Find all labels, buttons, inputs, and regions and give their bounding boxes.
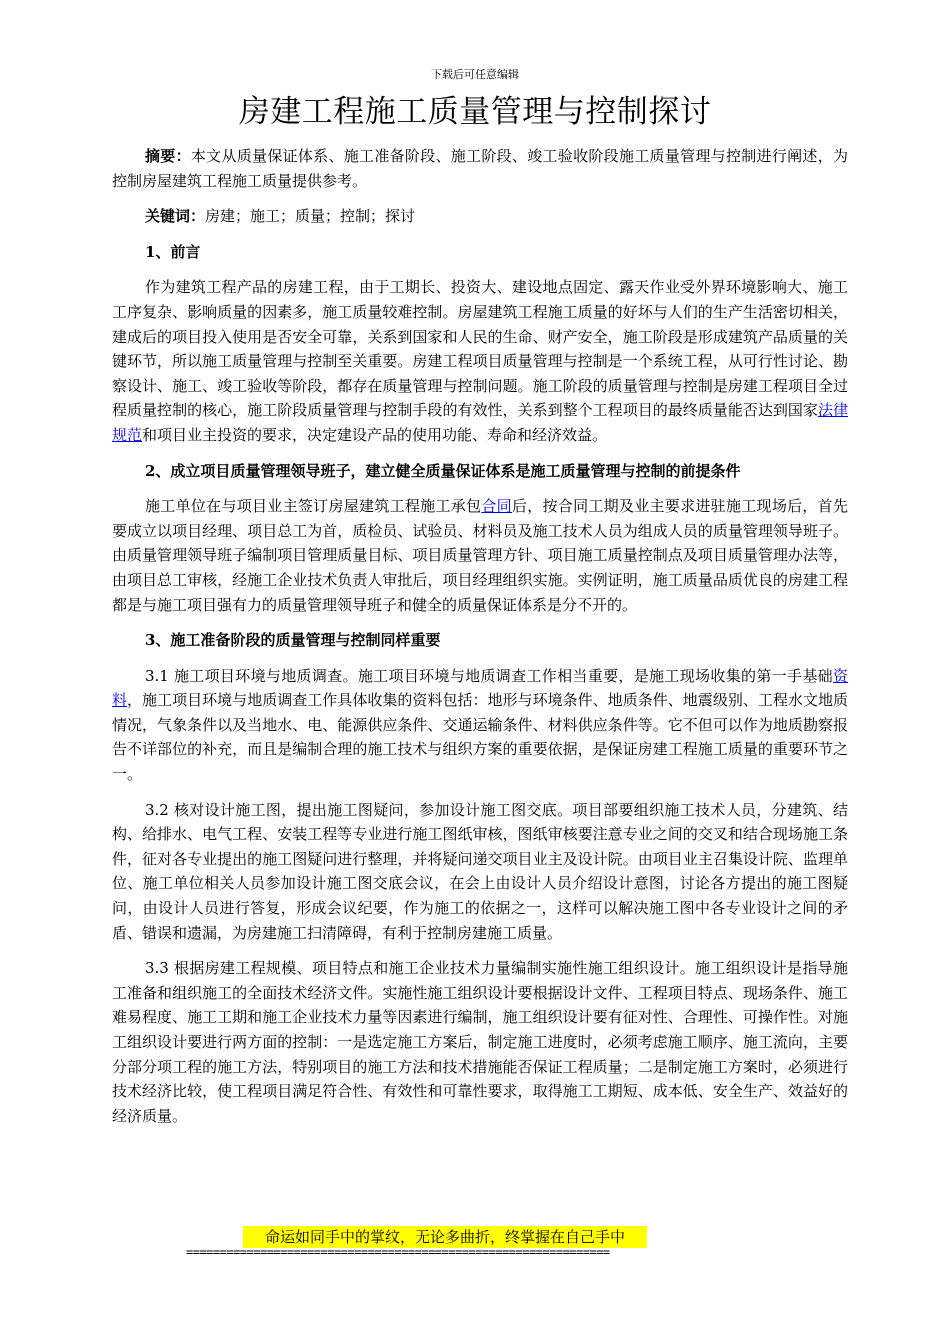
section-1-text-b: 和项目业主投资的要求，决定建设产品的使用功能、寿命和经济效益。 <box>142 425 608 444</box>
section-1-text-a: 作为建筑工程产品的房建工程，由于工期长、投资大、建设地点固定、露天作业受外界环境影响大、施工工序复杂、影响质量的因素多，施工质量较难控制。房屋建筑工程施工质量的好坏与人们的生产生活密切相关，建成后的项目投入使用是否安全可靠，关系到国家和人民的生命、财产安全，施工阶段是形成建筑产品质量的关键环节，所以施工质量管理与控制至关重要。房建工程项目质量管理与控制是一个系统工程，从可行性讨论、勘察设计、施工、竣工验收等阶段，都存在质量管理与控制问题。施工阶段的质量管理与控制是房建工程项目全过程质量控制的核心，施工阶段质量管理与控制手段的有效性，关系到整个工程项目的最终质量能否达到国家 <box>112 278 848 420</box>
section-heading-3: 3、施工准备阶段的质量管理与控制同样重要 <box>145 631 441 650</box>
abstract-paragraph <box>112 144 848 193</box>
document-title: 房建工程施工质量管理与控制探讨 <box>238 94 712 130</box>
contract-link[interactable]: 合同 <box>481 497 512 516</box>
abstract-text: 本文从质量保证体系、施工准备阶段、施工阶段、竣工验收阶段施工质量管理与控制进行阐述，为控制房屋建筑工程施工质量提供参考。 <box>112 147 848 190</box>
document-body <box>112 144 848 1139</box>
section-2-text-a: 施工单位在与项目业主签订房屋建筑工程施工承包 <box>145 497 482 516</box>
keywords-paragraph <box>112 204 848 229</box>
abstract-label: 摘要： <box>145 147 191 165</box>
section-3-1-paragraph <box>112 664 848 787</box>
law-regulation-link[interactable]: 法律规范 <box>112 401 848 444</box>
keywords-text: 房建；施工；质量；控制；探讨 <box>205 207 416 226</box>
section-3-1-text-b: ，施工项目环境与地质调查工作具体收集的资料包括：地形与环境条件、地质条件、地震级别、工程水文地质情况，气象条件以及当地水、电、能源供应条件、交通运输条件、材料供应条件等。它不但可以作为地质勘察报告不详部位的补充，而且是编制合理的施工技术与组织方案的重要依据，是保证房建工程施工质量的重要环节之一。 <box>112 691 848 784</box>
section-1-paragraph <box>112 275 848 447</box>
materials-link[interactable]: 资料 <box>112 666 848 710</box>
section-2-text-b: 后，按合同工期及业主要求进驻施工现场后，首先要成立以项目经理、项目总工为首，质检员、试验员、材料员及施工技术人员为组成人员的质量管理领导班子。由质量管理领导班子编制项目管理质量目标、项目质量管理方针、项目施工质量控制点及项目质量管理办法等，由项目总工审核，经施工企业技术负责人审批后，项目经理组织实施。实例证明，施工质量品质优良的房建工程都是与施工项目强有力的质量管理领导班子和健全的质量保证体系是分不开的。 <box>112 497 848 614</box>
section-2-paragraph <box>112 494 848 617</box>
section-heading-1: 1、前言 <box>145 242 201 261</box>
footer-motto: 命运如同手中的掌纹，无论多曲折，终掌握在自己手中 <box>243 1226 647 1248</box>
keywords-label: 关键词： <box>145 207 206 226</box>
section-3-2-paragraph: 3.2 核对设计施工图，提出施工图疑问，参加设计施工图交底。项目部要组织施工技术人员，分建筑、结构、给排水、电气工程、安装工程等专业进行施工图纸审核，图纸审核要注意专业之间的交叉和结合现场施工条件，征对各专业提出的施工图疑问进行整理，并将疑问递交项目业主及设计院。由项目业主召集设计院、监理单位、施工单位相关人员参加设计施工图交底会议，在会上由设计人员介绍设计意图，讨论各方提出的施工图疑问，由设计人员进行答复，形成会议纪要，作为施工的依据之一，这样可以解决施工图中各专业设计之间的矛盾、错误和遗漏，为房建施工扫清障碍，有利于控制房建施工质量。 <box>112 800 848 942</box>
section-3-1-text-a: 3.1 施工项目环境与地质调查。施工项目环境与地质调查工作相当重要，是施工现场收集的第一手基础 <box>145 666 833 685</box>
footer-divider: =============================================================== <box>186 1245 610 1259</box>
section-heading-2: 2、成立项目质量管理领导班子，建立健全质量保证体系是施工质量管理与控制的前提条件 <box>145 461 741 480</box>
section-3-3-paragraph: 3.3 根据房建工程规模、项目特点和施工企业技术力量编制实施性施工组织设计。施工组织设计是指导施工准备和组织施工的全面技术经济文件。实施性施工组织设计要根据设计文件、工程项目特点、现场条件、施工难易程度、施工工期和施工企业技术力量等因素进行编制，施工组织设计要有征对性、合理性、可操作性。对施工组织设计要进行两方面的控制：一是选定施工方案后，制定施工进度时，必须考虑施工顺序、施工流向，主要分部分项工程的施工方法，特别项目的施工方法和技术措施能否保证工程质量；二是制定施工方案时，必须进行技术经济比较，使工程项目满足符合性、有效性和可靠性要求，取得施工工期短、成本低、安全生产、效益好的经济质量。 <box>112 959 848 1125</box>
header-note: 下载后可任意编辑 <box>431 68 519 81</box>
